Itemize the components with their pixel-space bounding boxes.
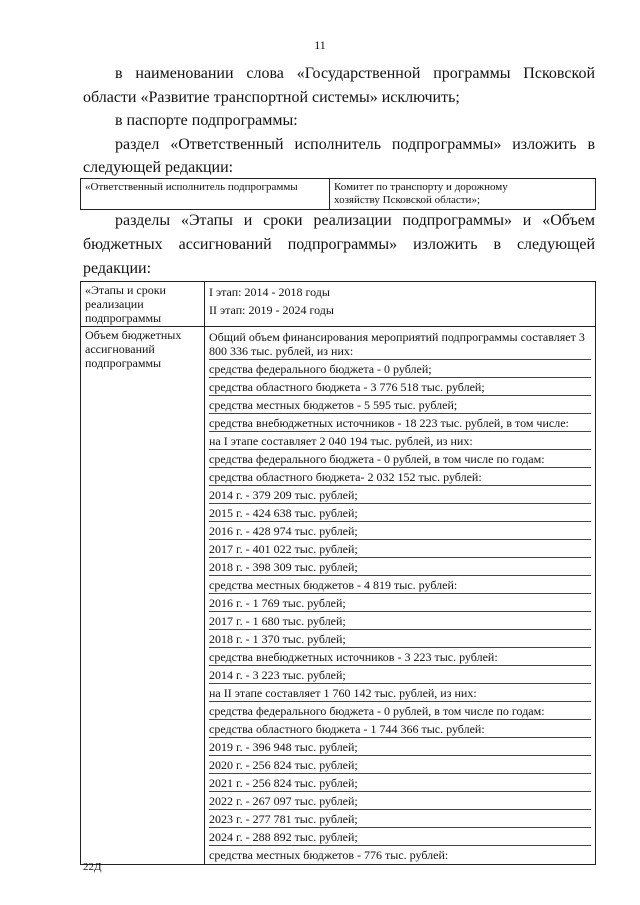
cell-line: хозяйству Псковской области»; (334, 194, 481, 206)
cell-line: Объем бюджетных (85, 328, 182, 342)
cell-line: «Этапы и сроки (85, 283, 166, 297)
paragraph-line: в наименовании слова «Государственной программы Псковской (115, 65, 595, 82)
budget-line: 2021 г. - 256 824 тыс. рублей; (209, 774, 591, 792)
paragraph-line: раздел «Ответственный исполнитель подпрограммы» изложить в (115, 136, 595, 153)
budget-line: 2019 г. - 396 948 тыс. рублей; (209, 738, 591, 756)
budget-line: средства местных бюджетов - 776 тыс. рублей: (209, 848, 449, 862)
budget-line: 2024 г. - 288 892 тыс. рублей; (209, 828, 591, 846)
budget-line: 2018 г. - 398 309 тыс. рублей; (209, 558, 591, 576)
budget-line: средства местных бюджетов - 5 595 тыс. рублей; (209, 396, 591, 414)
table-row (81, 327, 596, 865)
cell-line: Комитет по транспорту и дорожному (334, 181, 508, 193)
budget-line: 2020 г. - 256 824 тыс. рублей; (209, 756, 591, 774)
budget-line: 2016 г. - 428 974 тыс. рублей; (209, 522, 591, 540)
budget-line: средства внебюджетных источников - 18 223 тыс. рублей, в том числе: (209, 414, 591, 432)
budget-line: 2014 г. - 3 223 тыс. рублей; (209, 666, 591, 684)
cell-line: I этап: 2014 - 2018 годы (209, 285, 330, 299)
budget-line: средства областного бюджета- 2 032 152 тыс. рублей: (209, 468, 591, 486)
page-number: 11 (314, 38, 326, 52)
stages-and-budget-table (80, 281, 596, 865)
budget-line: 2015 г. - 424 638 тыс. рублей; (209, 504, 591, 522)
paragraph-line: в паспорте подпрограммы: (115, 112, 298, 129)
budget-line: средства федерального бюджета - 0 рублей, в том числе по годам: (209, 702, 591, 720)
table-row (81, 179, 596, 210)
cell-line: II этап: 2019 - 2024 годы (209, 303, 334, 317)
paragraph-line: редакции: (83, 260, 152, 277)
cell-line: реализации (85, 297, 144, 311)
cell-line: подпрограммы (85, 356, 162, 370)
paragraph-line: бюджетных ассигнований подпрограммы» изложить в следующей (83, 236, 595, 253)
budget-line: средства областного бюджета - 3 776 518 тыс. рублей; (209, 378, 591, 396)
budget-line: на I этапе составляет 2 040 194 тыс. рублей, из них: (209, 432, 591, 450)
budget-line: на II этапе составляет 1 760 142 тыс. рублей, из них: (209, 684, 591, 702)
table-cell-label (81, 327, 205, 865)
budget-line: средства федерального бюджета - 0 рублей; (209, 360, 591, 378)
budget-line: 2017 г. - 401 022 тыс. рублей; (209, 540, 591, 558)
table-cell-value (205, 327, 596, 865)
budget-line: Общий объем финансирования мероприятий подпрограммы составляет 3 800 336 тыс. рублей, из них: (209, 328, 591, 360)
budget-line: 2023 г. - 277 781 тыс. рублей; (209, 810, 591, 828)
budget-line: 2017 г. - 1 680 тыс. рублей; (209, 612, 591, 630)
table-row (81, 282, 596, 327)
budget-line: 2018 г. - 1 370 тыс. рублей; (209, 630, 591, 648)
budget-line: 2022 г. - 267 097 тыс. рублей; (209, 792, 591, 810)
paragraph-line: разделы «Этапы и сроки реализации подпрограммы» и «Объем (115, 212, 595, 229)
budget-line: средства местных бюджетов - 4 819 тыс. рублей: (209, 576, 591, 594)
budget-line: 2016 г. - 1 769 тыс. рублей; (209, 594, 591, 612)
responsible-executor-table (80, 178, 596, 210)
budget-line: средства областного бюджета - 1 744 366 тыс. рублей: (209, 720, 591, 738)
cell-line: подпрограммы (85, 311, 162, 325)
table-cell-label (81, 282, 205, 327)
budget-line: средства внебюджетных источников - 3 223 тыс. рублей: (209, 648, 591, 666)
footer-stamp: 22Д (83, 861, 102, 873)
budget-line: 2014 г. - 379 209 тыс. рублей; (209, 486, 591, 504)
budget-line: средства федерального бюджета - 0 рублей, в том числе по годам: (209, 450, 591, 468)
table-cell-label: «Ответственный исполнитель подпрограммы (81, 179, 330, 210)
paragraph-line: следующей редакции: (83, 159, 234, 176)
table-cell-value (330, 179, 596, 210)
table-cell-value (205, 282, 596, 327)
paragraph-line: области «Развитие транспортной системы» исключить; (83, 89, 460, 106)
cell-line: ассигнований (85, 342, 155, 356)
